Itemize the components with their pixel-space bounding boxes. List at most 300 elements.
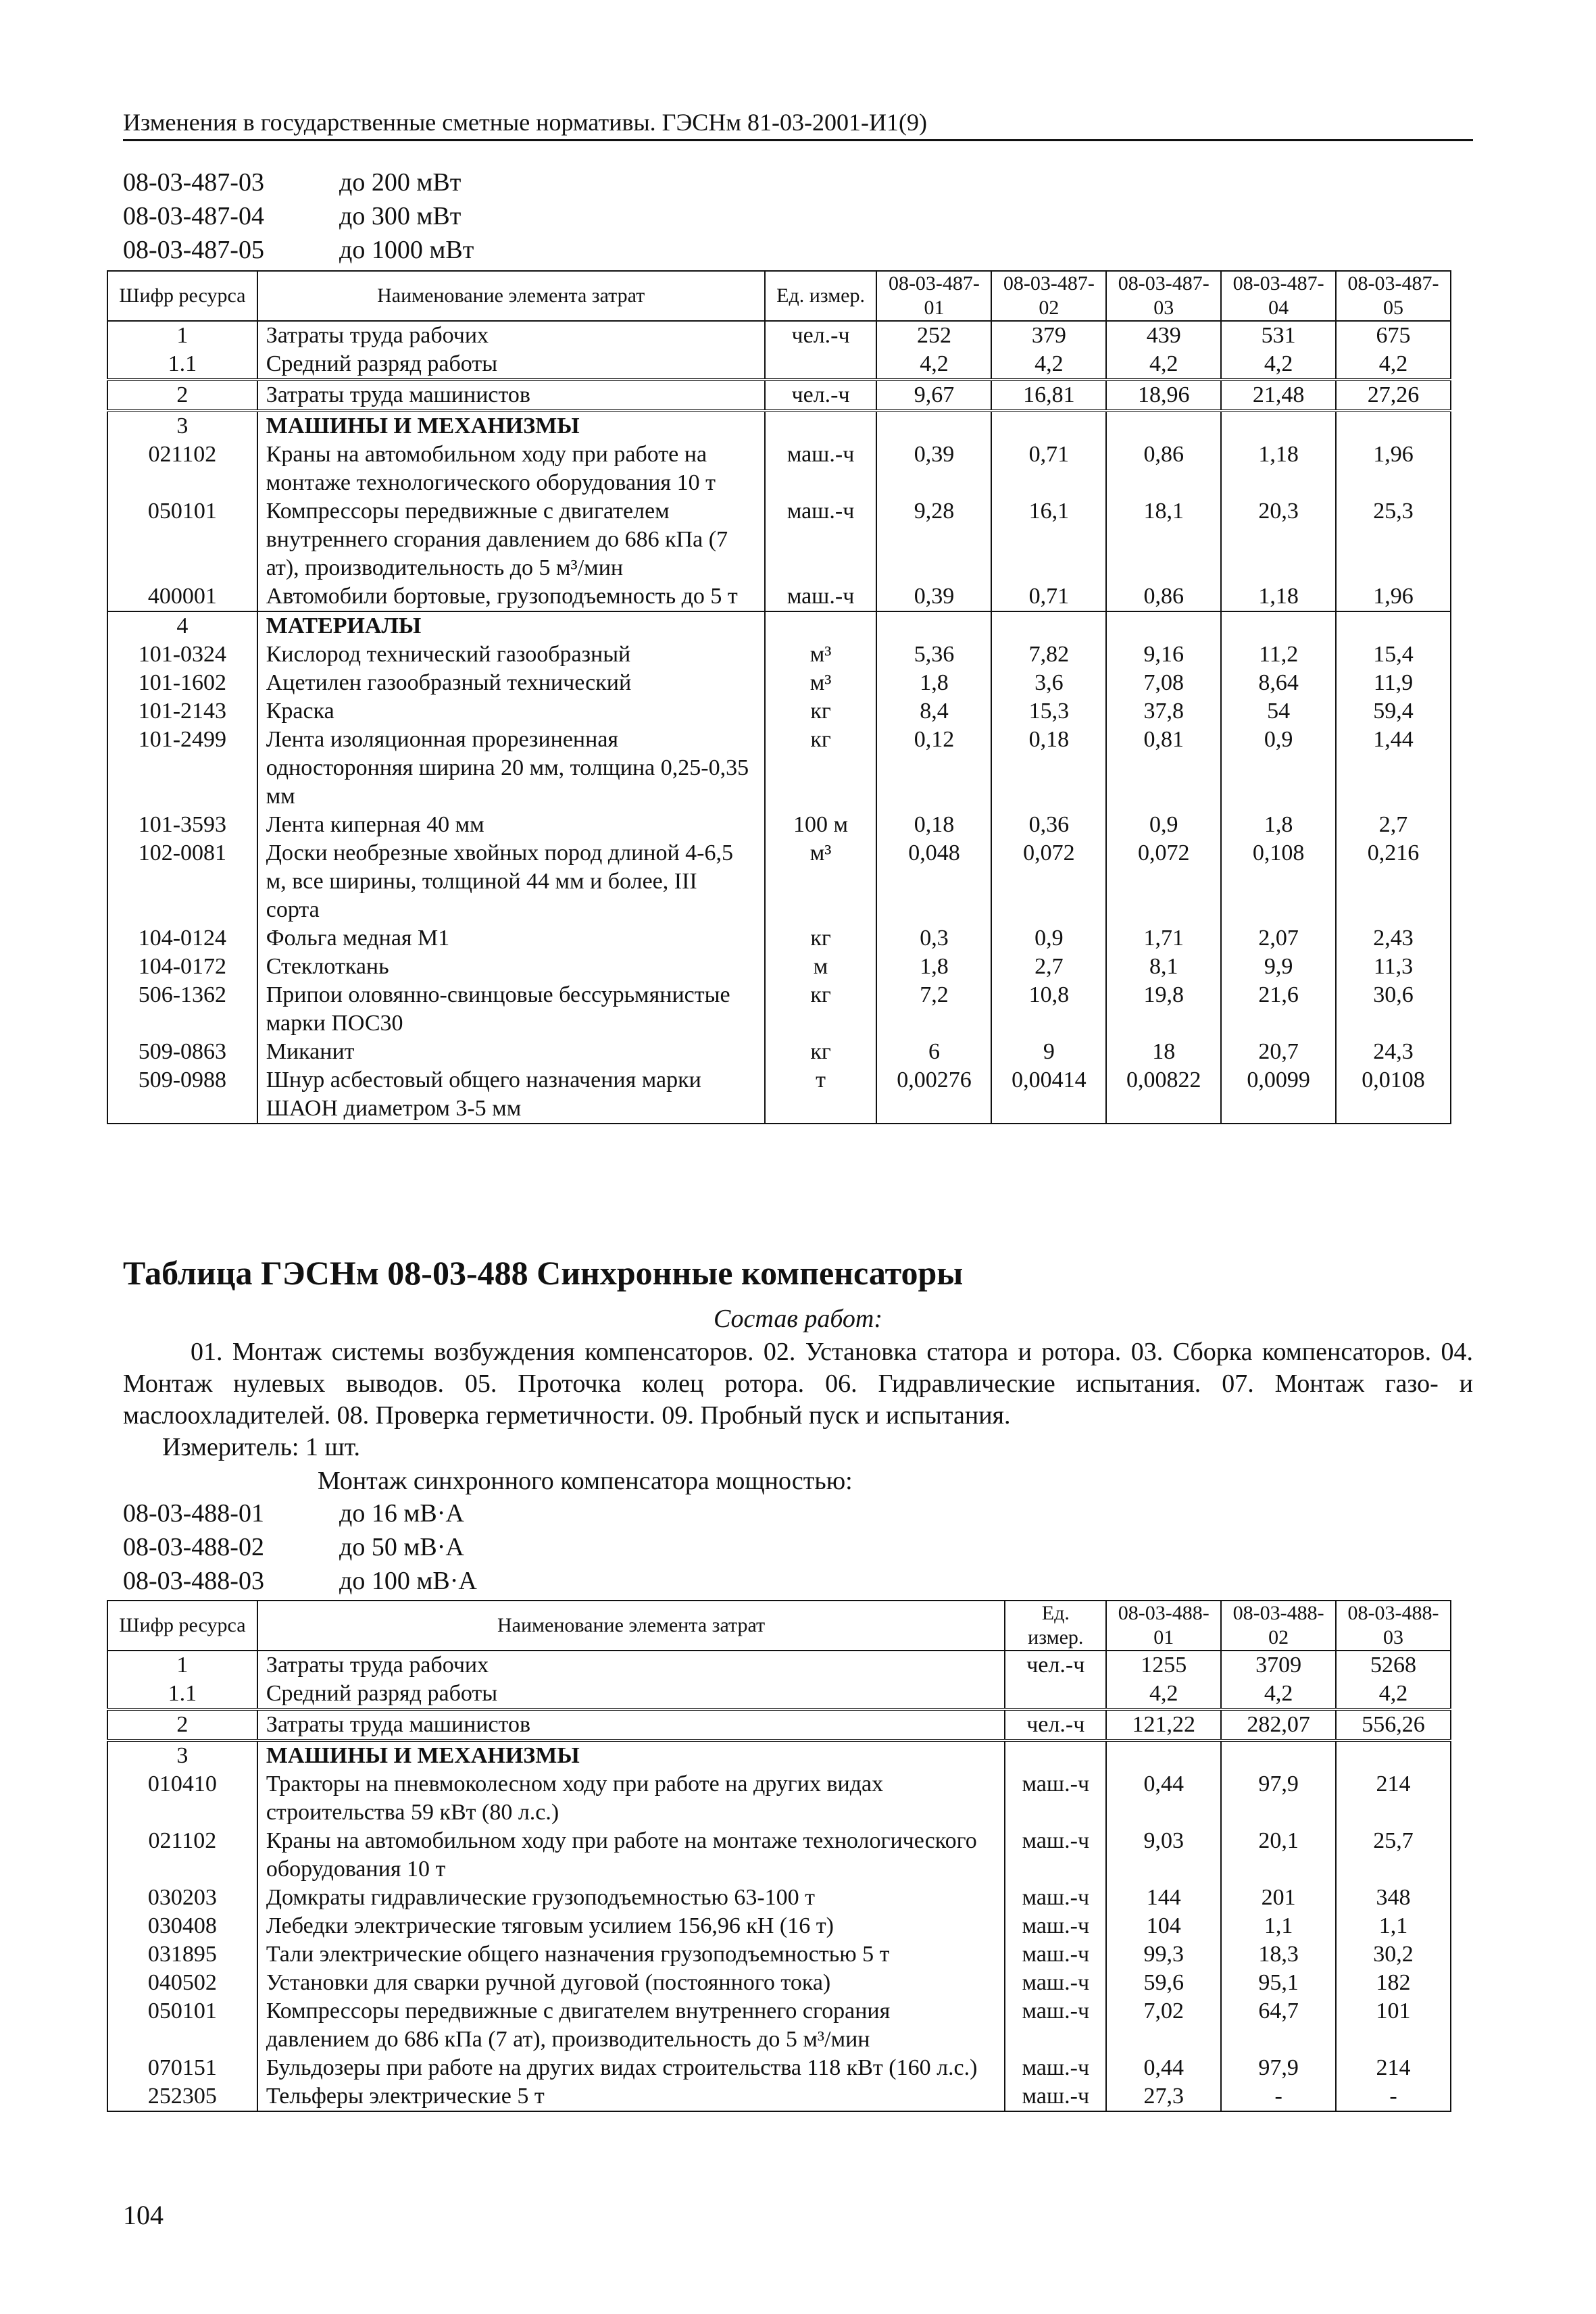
norm-value-cell: 1,18 <box>1221 441 1336 497</box>
norm-value-cell: 1,71 <box>1106 924 1221 953</box>
table-row <box>107 2054 1451 2082</box>
unit-cell: маш.-ч <box>1005 1827 1106 1884</box>
norm-value-cell: 97,9 <box>1221 1770 1336 1827</box>
norm-value-cell: 19,8 <box>1106 981 1221 1038</box>
col-header-name: Наименование элемента затрат <box>257 1601 1005 1651</box>
unit-cell <box>1005 1740 1106 1770</box>
resource-name-cell: Краска <box>257 697 765 726</box>
page-number: 104 <box>123 2200 164 2230</box>
unit-cell: м³ <box>765 669 877 697</box>
resource-name-cell: Компрессоры передвижные с двигателем внутреннего сгорания давлением до 686 кПа (7 ат), производительность до 5 м³/мин <box>257 1997 1005 2054</box>
table-header-row <box>107 271 1451 321</box>
unit-cell <box>1005 1680 1106 1709</box>
table-row <box>107 441 1451 497</box>
norm-value-cell: 144 <box>1106 1884 1221 1912</box>
norm-value-cell: 214 <box>1336 2054 1451 2082</box>
resource-table-487 <box>107 270 1451 1124</box>
unit-cell: кг <box>765 697 877 726</box>
unit-cell: м <box>765 953 877 981</box>
unit-cell: маш.-ч <box>1005 1884 1106 1912</box>
unit-cell: м³ <box>765 839 877 924</box>
col-header-norm: 08-03-487-05 <box>1336 271 1451 321</box>
resource-name-cell: Миканит <box>257 1038 765 1066</box>
norm-value-cell: 7,82 <box>991 640 1106 669</box>
resource-code-cell: 509-0988 <box>107 1066 257 1124</box>
norm-value-cell: 59,6 <box>1106 1969 1221 1997</box>
norm-value-cell: 0,71 <box>991 582 1106 611</box>
norm-value-cell: 15,3 <box>991 697 1106 726</box>
norm-value-cell: 282,07 <box>1221 1709 1336 1740</box>
running-header: Изменения в государственные сметные нормативы. ГЭСНм 81-03-2001-И1(9) <box>123 108 1473 141</box>
resource-name-cell: Компрессоры передвижные с двигателем внутреннего сгорания давлением до 686 кПа (7 ат), производительность до 5 м³/мин <box>257 497 765 582</box>
norm-value-cell: 24,3 <box>1336 1038 1451 1066</box>
resource-name-cell: Затраты труда рабочих <box>257 1651 1005 1680</box>
table1-code-list <box>123 166 474 267</box>
table-row <box>107 1912 1451 1940</box>
unit-cell: 100 м <box>765 811 877 839</box>
table-row <box>107 924 1451 953</box>
table-row <box>107 582 1451 611</box>
norm-value-cell: 0,44 <box>1106 2054 1221 2082</box>
norm-value-cell <box>1106 411 1221 441</box>
norm-value-cell: 1,96 <box>1336 582 1451 611</box>
table-row <box>107 640 1451 669</box>
norm-value-cell: 18 <box>1106 1038 1221 1066</box>
norm-value-cell: 0,072 <box>991 839 1106 924</box>
norm-value-cell: 95,1 <box>1221 1969 1336 1997</box>
norm-value-cell: 439 <box>1106 321 1221 350</box>
col-header-norm: 08-03-487-03 <box>1106 271 1221 321</box>
col-header-code: Шифр ресурса <box>107 271 257 321</box>
table-row <box>107 1940 1451 1969</box>
resource-code-cell: 104-0172 <box>107 953 257 981</box>
unit-cell: маш.-ч <box>765 441 877 497</box>
norm-value-cell: 0,71 <box>991 441 1106 497</box>
norm-value-cell: 25,7 <box>1336 1827 1451 1884</box>
norm-value-cell: 0,18 <box>991 726 1106 811</box>
norm-code: 08-03-488-02 <box>123 1533 264 1561</box>
norm-value-cell: 4,2 <box>1336 350 1451 380</box>
norm-value-cell: 99,3 <box>1106 1940 1221 1969</box>
norm-value-cell: 0,39 <box>876 441 991 497</box>
resource-code-cell: 3 <box>107 1740 257 1770</box>
norm-value-cell: 0,86 <box>1106 582 1221 611</box>
resource-name-cell: Тали электрические общего назначения грузоподъемностью 5 т <box>257 1940 1005 1969</box>
composition-label: Состав работ: <box>713 1305 883 1333</box>
resource-code-cell: 010410 <box>107 1770 257 1827</box>
table-row <box>107 1651 1451 1680</box>
norm-value-cell: 2,7 <box>1336 811 1451 839</box>
norm-value-cell: 15,4 <box>1336 640 1451 669</box>
norm-value-cell <box>991 611 1106 640</box>
norm-value-cell: 0,39 <box>876 582 991 611</box>
norm-value-cell: 2,7 <box>991 953 1106 981</box>
unit-cell: маш.-ч <box>1005 1770 1106 1827</box>
norm-value-cell: 9,28 <box>876 497 991 582</box>
resource-name-cell: Лента изоляционная прорезиненная односторонняя ширина 20 мм, толщина 0,25-0,35 мм <box>257 726 765 811</box>
unit-cell: чел.-ч <box>1005 1651 1106 1680</box>
norm-value-cell: 252 <box>876 321 991 350</box>
resource-name-cell: Затраты труда машинистов <box>257 1709 1005 1740</box>
norm-value-cell: 9,03 <box>1106 1827 1221 1884</box>
resource-code-cell: 031895 <box>107 1940 257 1969</box>
resource-name-cell: Средний разряд работы <box>257 350 765 380</box>
norm-value-cell: 0,048 <box>876 839 991 924</box>
resource-code-cell: 252305 <box>107 2082 257 2111</box>
composition-text: 01. Монтаж системы возбуждения компенсаторов. 02. Установка статора и ротора. 03. Сборка компенсаторов. 04. Монтаж нулевых выводов. 05. Проточка колец ротора. 06. Гидравлические испытания. 07. Монтаж газо- и маслоохладителей. 08. Проверка герметичности. 09. Пробный пуск и испытания. <box>123 1338 1473 1430</box>
norm-value-cell <box>876 611 991 640</box>
norm-value-cell: 0,9 <box>1221 726 1336 811</box>
norm-value-cell: 7,2 <box>876 981 991 1038</box>
resource-name-cell: Доски необрезные хвойных пород длиной 4-6,5 м, все ширины, толщиной 44 мм и более, III сорта <box>257 839 765 924</box>
norm-value-cell <box>1336 611 1451 640</box>
table-row <box>107 380 1451 411</box>
norm-value-cell: 18,3 <box>1221 1940 1336 1969</box>
col-header-code: Шифр ресурса <box>107 1601 257 1651</box>
col-header-name: Наименование элемента затрат <box>257 271 765 321</box>
norm-value-cell: 54 <box>1221 697 1336 726</box>
norm-value-cell: 0,18 <box>876 811 991 839</box>
resource-code-cell: 400001 <box>107 582 257 611</box>
table-row <box>107 726 1451 811</box>
norm-value-cell: 1,8 <box>876 953 991 981</box>
resource-code-cell: 101-0324 <box>107 640 257 669</box>
norm-value-cell: 1,44 <box>1336 726 1451 811</box>
norm-code: 08-03-487-04 <box>123 202 264 230</box>
resource-code-cell: 102-0081 <box>107 839 257 924</box>
resource-name-cell: Ацетилен газообразный технический <box>257 669 765 697</box>
resource-name-cell: Бульдозеры при работе на других видах строительства 118 кВт (160 л.с.) <box>257 2054 1005 2082</box>
unit-cell <box>765 411 877 441</box>
norm-value-cell <box>876 411 991 441</box>
resource-name-cell: МАТЕРИАЛЫ <box>257 611 765 640</box>
unit-cell: чел.-ч <box>765 380 877 411</box>
resource-code-cell: 101-2143 <box>107 697 257 726</box>
resource-name-cell: Затраты труда рабочих <box>257 321 765 350</box>
resource-code-cell: 506-1362 <box>107 981 257 1038</box>
resource-code-cell: 4 <box>107 611 257 640</box>
norm-value-cell <box>1106 1740 1221 1770</box>
norm-value-cell: 0,81 <box>1106 726 1221 811</box>
table-row <box>107 1066 1451 1124</box>
table-row <box>107 1770 1451 1827</box>
norm-code: 08-03-488-03 <box>123 1567 264 1595</box>
norm-value-cell: 27,3 <box>1106 2082 1221 2111</box>
table-row <box>107 839 1451 924</box>
norm-value-cell: 0,12 <box>876 726 991 811</box>
norm-value-cell: 4,2 <box>1106 350 1221 380</box>
norm-value-cell: 0,00822 <box>1106 1066 1221 1124</box>
norm-value-cell: 9 <box>991 1038 1106 1066</box>
norm-value-cell: 0,00414 <box>991 1066 1106 1124</box>
unit-cell: маш.-ч <box>765 497 877 582</box>
norm-value-cell: 0,44 <box>1106 1770 1221 1827</box>
norm-value-cell: 11,2 <box>1221 640 1336 669</box>
norm-value-cell: 9,67 <box>876 380 991 411</box>
norm-value-cell: 0,3 <box>876 924 991 953</box>
col-header-norm: 08-03-488-03 <box>1336 1601 1451 1651</box>
table-row <box>107 1827 1451 1884</box>
norm-value-cell: 18,96 <box>1106 380 1221 411</box>
resource-code-cell: 104-0124 <box>107 924 257 953</box>
table-title: Таблица ГЭСНм 08-03-488 Синхронные компенсаторы <box>123 1254 964 1292</box>
table-row <box>107 497 1451 582</box>
resource-name-cell: Стеклоткань <box>257 953 765 981</box>
norm-desc: до 100 мВ·А <box>339 1567 477 1595</box>
norm-value-cell: 8,64 <box>1221 669 1336 697</box>
norm-value-cell: 7,02 <box>1106 1997 1221 2054</box>
resource-name-cell: Лента киперная 40 мм <box>257 811 765 839</box>
unit-cell: маш.-ч <box>1005 2054 1106 2082</box>
resource-code-cell: 021102 <box>107 1827 257 1884</box>
norm-value-cell: 6 <box>876 1038 991 1066</box>
unit-cell: чел.-ч <box>1005 1709 1106 1740</box>
resource-code-cell: 050101 <box>107 497 257 582</box>
norm-value-cell: 1,8 <box>1221 811 1336 839</box>
norm-value-cell: 25,3 <box>1336 497 1451 582</box>
table-row <box>107 1680 1451 1709</box>
unit-cell: маш.-ч <box>1005 1969 1106 1997</box>
unit-cell: т <box>765 1066 877 1124</box>
norm-value-cell: 9,16 <box>1106 640 1221 669</box>
resource-name-cell: Кислород технический газообразный <box>257 640 765 669</box>
norm-value-cell: 8,4 <box>876 697 991 726</box>
norm-value-cell: - <box>1336 2082 1451 2111</box>
resource-code-cell: 3 <box>107 411 257 441</box>
norm-value-cell: 30,2 <box>1336 1940 1451 1969</box>
norm-value-cell: 11,9 <box>1336 669 1451 697</box>
table-row <box>107 321 1451 350</box>
table-header-row <box>107 1601 1451 1651</box>
unit-cell: маш.-ч <box>765 582 877 611</box>
norm-value-cell: 4,2 <box>991 350 1106 380</box>
unit-cell: чел.-ч <box>765 321 877 350</box>
table-row <box>107 1709 1451 1740</box>
col-header-norm: 08-03-488-02 <box>1221 1601 1336 1651</box>
resource-code-cell: 101-3593 <box>107 811 257 839</box>
table-row <box>107 1997 1451 2054</box>
resource-name-cell: Тракторы на пневмоколесном ходу при работе на других видах строительства 59 кВт (80 л.с.) <box>257 1770 1005 1827</box>
resource-code-cell: 070151 <box>107 2054 257 2082</box>
resource-code-cell: 2 <box>107 380 257 411</box>
col-header-norm: 08-03-487-04 <box>1221 271 1336 321</box>
norm-value-cell: 8,1 <box>1106 953 1221 981</box>
resource-code-cell: 030203 <box>107 1884 257 1912</box>
norm-value-cell: 18,1 <box>1106 497 1221 582</box>
norm-value-cell: 214 <box>1336 1770 1451 1827</box>
norm-value-cell: 16,81 <box>991 380 1106 411</box>
table-row <box>107 2082 1451 2111</box>
norm-value-cell: 2,43 <box>1336 924 1451 953</box>
code-row <box>123 1530 477 1564</box>
norm-desc: до 16 мВ·А <box>339 1499 464 1528</box>
col-header-norm: 08-03-487-02 <box>991 271 1106 321</box>
section-row <box>107 411 1451 441</box>
norm-value-cell: 21,48 <box>1221 380 1336 411</box>
norm-value-cell: 16,1 <box>991 497 1106 582</box>
norm-value-cell: 4,2 <box>876 350 991 380</box>
resource-code-cell: 030408 <box>107 1912 257 1940</box>
unit-cell: кг <box>765 981 877 1038</box>
table-row <box>107 669 1451 697</box>
norm-value-cell: 182 <box>1336 1969 1451 1997</box>
norm-value-cell: 1255 <box>1106 1651 1221 1680</box>
resource-code-cell: 021102 <box>107 441 257 497</box>
unit-cell: маш.-ч <box>1005 1912 1106 1940</box>
norm-value-cell: 3,6 <box>991 669 1106 697</box>
resource-name-cell: Автомобили бортовые, грузоподъемность до 5 т <box>257 582 765 611</box>
table-row <box>107 1038 1451 1066</box>
unit-cell: маш.-ч <box>1005 1940 1106 1969</box>
norm-value-cell: 21,6 <box>1221 981 1336 1038</box>
norm-value-cell: 0,36 <box>991 811 1106 839</box>
resource-name-cell: Шнур асбестовый общего назначения марки ШАОН диаметром 3-5 мм <box>257 1066 765 1124</box>
resource-code-cell: 509-0863 <box>107 1038 257 1066</box>
norm-value-cell: 1,96 <box>1336 441 1451 497</box>
code-row <box>123 199 474 233</box>
resource-name-cell: Краны на автомобильном ходу при работе на монтаже технологического оборудования 10 т <box>257 441 765 497</box>
norm-value-cell: 5,36 <box>876 640 991 669</box>
code-row <box>123 166 474 199</box>
codes-subheading: Монтаж синхронного компенсатора мощностью: <box>318 1467 853 1495</box>
norm-value-cell: 1,18 <box>1221 582 1336 611</box>
resource-name-cell: Фольга медная М1 <box>257 924 765 953</box>
resource-code-cell: 101-2499 <box>107 726 257 811</box>
norm-value-cell: 7,08 <box>1106 669 1221 697</box>
norm-value-cell: - <box>1221 2082 1336 2111</box>
norm-value-cell: 37,8 <box>1106 697 1221 726</box>
norm-value-cell: 59,4 <box>1336 697 1451 726</box>
norm-value-cell: 0,072 <box>1106 839 1221 924</box>
code-row <box>123 233 474 267</box>
col-header-unit: Ед. измер. <box>765 271 877 321</box>
norm-value-cell: 20,7 <box>1221 1038 1336 1066</box>
norm-value-cell: 0,86 <box>1106 441 1221 497</box>
norm-code: 08-03-488-01 <box>123 1499 264 1528</box>
section-row <box>107 611 1451 640</box>
unit-cell: кг <box>765 726 877 811</box>
norm-value-cell: 1,1 <box>1336 1912 1451 1940</box>
norm-value-cell <box>1336 411 1451 441</box>
norm-value-cell: 4,2 <box>1336 1680 1451 1709</box>
norm-value-cell: 4,2 <box>1221 350 1336 380</box>
code-row <box>123 1564 477 1598</box>
norm-code: 08-03-487-03 <box>123 168 264 197</box>
table-row <box>107 1969 1451 1997</box>
norm-value-cell: 348 <box>1336 1884 1451 1912</box>
table-row <box>107 953 1451 981</box>
resource-name-cell: Домкраты гидравлические грузоподъемностью 63-100 т <box>257 1884 1005 1912</box>
norm-value-cell: 10,8 <box>991 981 1106 1038</box>
resource-code-cell: 040502 <box>107 1969 257 1997</box>
norm-value-cell: 1,1 <box>1221 1912 1336 1940</box>
resource-code-cell: 1.1 <box>107 1680 257 1709</box>
table-row <box>107 811 1451 839</box>
unit-cell <box>765 611 877 640</box>
norm-desc: до 1000 мВт <box>339 236 474 264</box>
resource-code-cell: 1.1 <box>107 350 257 380</box>
table-row <box>107 350 1451 380</box>
resource-name-cell: МАШИНЫ И МЕХАНИЗМЫ <box>257 1740 1005 1770</box>
resource-name-cell: Средний разряд работы <box>257 1680 1005 1709</box>
unit-cell: кг <box>765 1038 877 1066</box>
norm-value-cell: 97,9 <box>1221 2054 1336 2082</box>
norm-value-cell <box>1221 1740 1336 1770</box>
table-row <box>107 697 1451 726</box>
unit-cell: маш.-ч <box>1005 2082 1106 2111</box>
norm-value-cell: 0,00276 <box>876 1066 991 1124</box>
table2-code-list <box>123 1496 477 1598</box>
unit-cell: маш.-ч <box>1005 1997 1106 2054</box>
norm-value-cell: 4,2 <box>1221 1680 1336 1709</box>
norm-value-cell: 531 <box>1221 321 1336 350</box>
resource-code-cell: 1 <box>107 321 257 350</box>
norm-value-cell: 5268 <box>1336 1651 1451 1680</box>
norm-value-cell: 0,9 <box>991 924 1106 953</box>
norm-value-cell <box>1106 611 1221 640</box>
resource-table-488 <box>107 1600 1451 2112</box>
norm-value-cell: 30,6 <box>1336 981 1451 1038</box>
norm-value-cell: 201 <box>1221 1884 1336 1912</box>
norm-value-cell: 9,9 <box>1221 953 1336 981</box>
norm-value-cell <box>1221 611 1336 640</box>
resource-name-cell: Тельферы электрические 5 т <box>257 2082 1005 2111</box>
norm-desc: до 50 мВ·А <box>339 1533 464 1561</box>
norm-value-cell: 0,0099 <box>1221 1066 1336 1124</box>
unit-cell: кг <box>765 924 877 953</box>
resource-name-cell: Установки для сварки ручной дуговой (постоянного тока) <box>257 1969 1005 1997</box>
norm-value-cell: 20,3 <box>1221 497 1336 582</box>
norm-value-cell: 379 <box>991 321 1106 350</box>
norm-value-cell: 64,7 <box>1221 1997 1336 2054</box>
resource-code-cell: 2 <box>107 1709 257 1740</box>
section-row <box>107 1740 1451 1770</box>
norm-value-cell: 101 <box>1336 1997 1451 2054</box>
resource-name-cell: МАШИНЫ И МЕХАНИЗМЫ <box>257 411 765 441</box>
norm-value-cell <box>991 411 1106 441</box>
norm-desc: до 300 мВт <box>339 202 462 230</box>
meter-text: Измеритель: 1 шт. <box>162 1433 360 1461</box>
col-header-unit: Ед. измер. <box>1005 1601 1106 1651</box>
table-row <box>107 981 1451 1038</box>
resource-code-cell: 050101 <box>107 1997 257 2054</box>
resource-name-cell: Припои оловянно-свинцовые бессурьмянистые марки ПОС30 <box>257 981 765 1038</box>
norm-value-cell: 104 <box>1106 1912 1221 1940</box>
col-header-norm: 08-03-488-01 <box>1106 1601 1221 1651</box>
unit-cell <box>765 350 877 380</box>
norm-value-cell: 0,108 <box>1221 839 1336 924</box>
col-header-norm: 08-03-487-01 <box>876 271 991 321</box>
unit-cell: м³ <box>765 640 877 669</box>
norm-value-cell: 556,26 <box>1336 1709 1451 1740</box>
norm-value-cell: 0,216 <box>1336 839 1451 924</box>
norm-value-cell <box>1336 1740 1451 1770</box>
norm-value-cell: 2,07 <box>1221 924 1336 953</box>
norm-value-cell <box>1221 411 1336 441</box>
norm-code: 08-03-487-05 <box>123 236 264 264</box>
norm-value-cell: 4,2 <box>1106 1680 1221 1709</box>
norm-desc: до 200 мВт <box>339 168 462 197</box>
norm-value-cell: 3709 <box>1221 1651 1336 1680</box>
table-row <box>107 1884 1451 1912</box>
norm-value-cell: 0,9 <box>1106 811 1221 839</box>
norm-value-cell: 675 <box>1336 321 1451 350</box>
norm-value-cell: 121,22 <box>1106 1709 1221 1740</box>
norm-value-cell: 27,26 <box>1336 380 1451 411</box>
norm-value-cell: 1,8 <box>876 669 991 697</box>
resource-name-cell: Краны на автомобильном ходу при работе на монтаже технологического оборудования 10 т <box>257 1827 1005 1884</box>
resource-name-cell: Лебедки электрические тяговым усилием 156,96 кН (16 т) <box>257 1912 1005 1940</box>
